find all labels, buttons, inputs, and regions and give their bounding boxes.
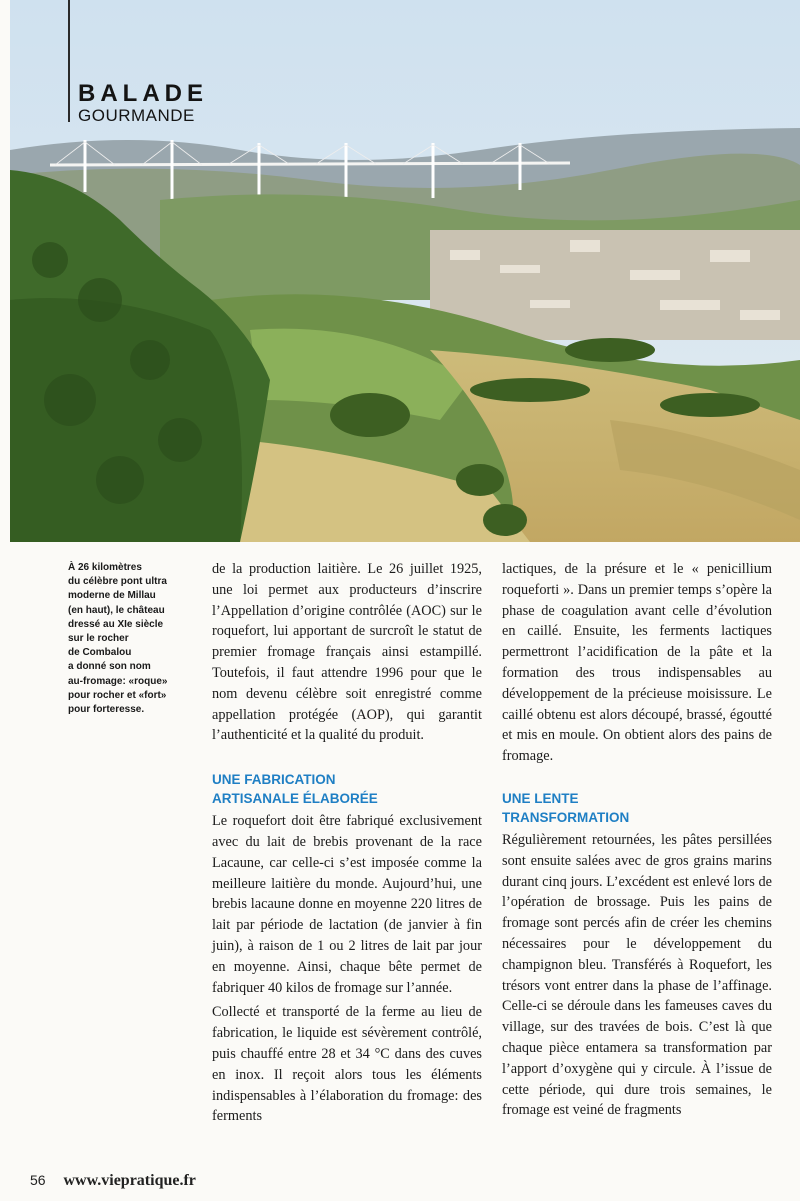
page-number: 56 (30, 1172, 46, 1188)
paragraph: de la production laitière. Le 26 juillet 1925, une loi permet aux producteurs d’inscrire l’Appellation d’origine contrôlée (AOC) sur le roquefort, lui apportant de surcroît le statut de premier fromage français ainsi estampillé. Toutefois, il faut attendre 1996 pour que le nom devenu célèbre soit enregistré comme appellation protégée (AOP), qui garantit l’authenticité et la qualité du produit. (212, 561, 482, 744)
paragraph: Régulièrement retournées, les pâtes persillées sont ensuite salées avec de gros grains marins durant cinq jours. L’excédent est enlevé lors de l’opération de brossage. Puis les pains de fromage sont percés afin de créer les chemins nécessaires pour le développement du champignon bleu. Transférés à Roquefort, les trésors vont entrer dans la phase de l’affinage. Celle-ci se déroule dans les fameuses caves du village, sur des travées de bois. C’est là que chaque pièce entamera sa transformation par l’apport d’oxygène qui y circule. À l’issue de cette période, qui dure trois semaines, le fromage est veiné de fragments (502, 831, 772, 1119)
paragraph: Le roquefort doit être fabriqué exclusivement avec du lait de brebis provenant de la race Lacaune, car celle-ci s’est imposée comme la meilleure laitière du monde. Aujourd’hui, une brebis lacaune donne en moyenne 220 litres de lait par période de lactation (de janvier à fin juin), à raison de 1 ou 2 litres de lait par jour en moyenne. Ainsi, chaque bête permet de fabriquer 40 kilos de fromage sur l’année. (212, 813, 482, 996)
caption-line: dressé au XIe siècle (68, 618, 164, 630)
caption-line: sur le rocher (68, 633, 129, 645)
section-heading (212, 770, 482, 808)
page-footer (30, 1172, 196, 1192)
caption-line: moderne de Millau (68, 590, 156, 602)
section-heading-line: ARTISANALE ÉLABORÉE (212, 791, 378, 807)
caption-line: pour rocher et «fort» (68, 689, 167, 701)
rubric-title: BALADE (78, 80, 208, 107)
section-heading-line: TRANSFORMATION (502, 809, 630, 825)
caption-line: pour forteresse. (68, 704, 145, 716)
caption-line: (en haut), le château (68, 604, 165, 616)
paragraph: lactiques, de la présure et le « penicillium roqueforti ». Dans un premier temps s’opère la phase de coagulation avant celle d’évolution en caillé. Ensuite, les ferments lactiques permettront l’acidification de la pâte et la formation des trous indispensables au développement de la précieuse moisissure. Le caillé obtenu est alors découpé, brassé, égoutté et mis en moule. On obtient alors des pains de fromage. (502, 561, 772, 765)
caption-line: À 26 kilomètres (68, 562, 142, 573)
rubric-header (68, 0, 268, 125)
article-column-2 (502, 559, 772, 1121)
caption-line: de Combalou (68, 647, 132, 659)
rubric-divider (68, 0, 70, 122)
section-heading-line: UNE FABRICATION (212, 772, 336, 788)
website-link[interactable]: www.viepratique.fr (63, 1172, 196, 1189)
paragraph: Collecté et transporté de la ferme au lieu de fabrication, le liquide est sévèrement contrôlé, puis chauffé entre 28 et 34 °C dans des cuves en inox. Il reçoit alors tous les éléments indispensables à l’élaboration du fromage: des ferments (212, 1004, 482, 1125)
caption-line: du célèbre pont ultra (68, 576, 167, 588)
section-heading (502, 789, 772, 827)
article-column-1 (212, 559, 482, 1127)
photo-caption (68, 561, 198, 717)
section-heading-line: UNE LENTE (502, 790, 579, 806)
caption-line: au-fromage: «roque» (68, 675, 168, 687)
caption-line: a donné son nom (68, 661, 151, 673)
rubric-subtitle: GOURMANDE (78, 106, 195, 125)
